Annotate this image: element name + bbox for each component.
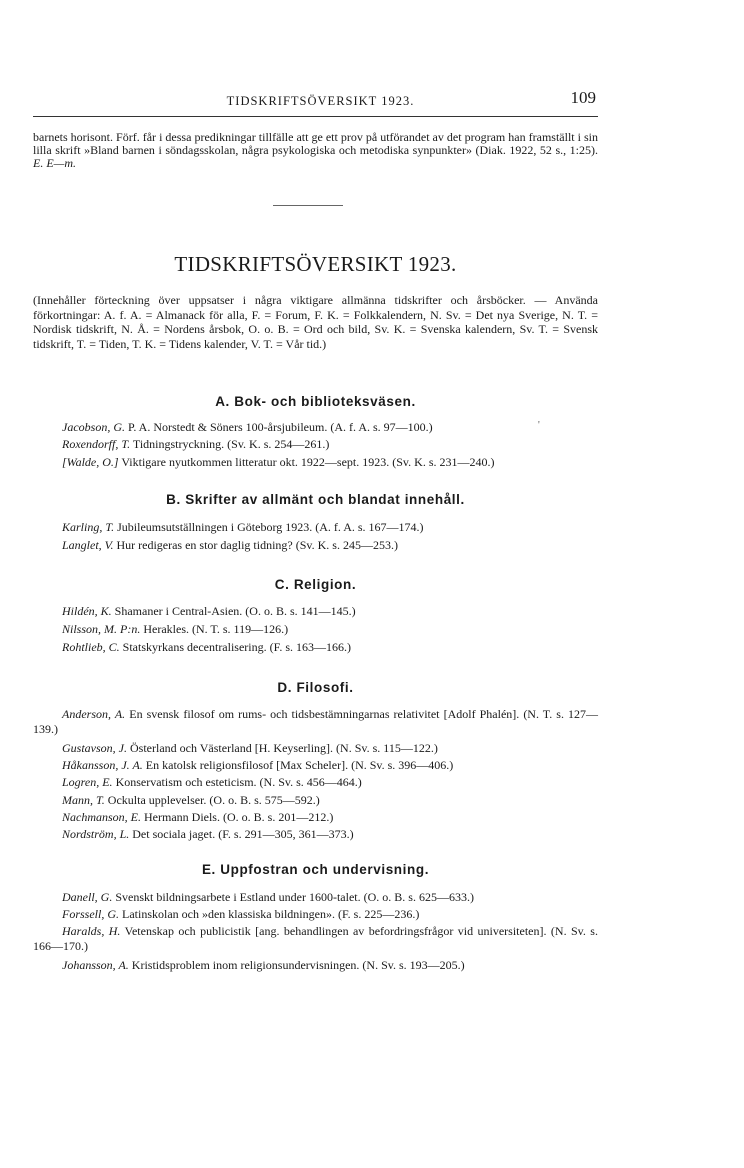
running-head: TIDSKRIFTSÖVERSIKT 1923.: [226, 94, 415, 108]
separator-rule: [273, 205, 343, 206]
list-item: [33, 520, 598, 535]
list-item: [33, 793, 598, 808]
page-number: 109: [570, 88, 596, 107]
abbreviations-paragraph: (Innehåller förteckning över uppsatser i några viktigare allmänna tidskrifter och årsböcker. — Använda förkortningar: A. f. A. = Almanack för alla, F. = Forum, F. K. = Folkkalendern, N. Sv. = Det nya Sverige, N. T. = Nordisk tidskrift, N. Å. = Nordens årsbok, O. o. B. = Ord och bild, Sv. K. = Svenska kalendern, Sv. T. = Svensk tidskrift, T. = Tiden, T. K. = Tidens kalender, V. T. = Vår tid.): [33, 293, 598, 351]
entry-text: Österland och Västerland [H. Keyserling]. (N. Sv. s. 115—122.): [130, 741, 438, 755]
entry-author: Karling, T.: [62, 520, 115, 534]
entry-text: Tidningstryckning. (Sv. K. s. 254—261.): [132, 437, 330, 451]
intro-signature: E. E—m.: [33, 156, 76, 170]
entry-author: Danell, G.: [62, 890, 113, 904]
section-heading-b: B. Skrifter av allmänt och blandat innehåll.: [166, 492, 465, 507]
list-item: [33, 707, 598, 736]
header-rule: [33, 116, 598, 117]
entry-text: Statskyrkans decentralisering. (F. s. 163—166.): [122, 640, 352, 654]
entry-author: Mann, T.: [62, 793, 105, 807]
entry-text: Kristidsproblem inom religionsundervisningen. (N. Sv. s. 193—205.): [131, 958, 465, 972]
list-item: [33, 924, 598, 953]
section-heading-a: A. Bok- och biblioteksväsen.: [215, 394, 416, 409]
list-item: [33, 538, 598, 553]
main-title: TIDSKRIFTSÖVERSIKT 1923.: [174, 252, 457, 276]
entry-author: Anderson, A.: [62, 707, 126, 721]
entry-author: Nachmanson, E.: [62, 810, 141, 824]
entry-text: Herakles. (N. T. s. 119—126.): [143, 622, 289, 636]
entry-author: Gustavson, J.: [62, 741, 127, 755]
list-item: [33, 604, 598, 619]
entry-text: P. A. Norstedt & Söners 100-årsjubileum. (A. f. A. s. 97—100.): [128, 420, 433, 434]
entry-text: Hur redigeras en stor daglig tidning? (Sv. K. s. 245—253.): [116, 538, 398, 552]
entry-author: Håkansson, J. A.: [62, 758, 143, 772]
entry-author: Nordström, L.: [62, 827, 130, 841]
section-heading-c: C. Religion.: [274, 577, 357, 592]
entry-text: Det sociala jaget. (F. s. 291—305, 361—373.): [132, 827, 354, 841]
list-item: [33, 455, 598, 470]
intro-text: barnets horisont. Förf. får i dessa predikningar tillfälle att ge ett prov på utförandet av det program han framställt i sin lilla skrift »Bland barnen i söndagsskolan, några psykologiska och metodiska synpunkter» (Diak. 1922, 52 s., 1:25).: [33, 130, 598, 157]
entry-text: Latinskolan och »den klassiska bildningen». (F. s. 225—236.): [122, 907, 420, 921]
list-item: [33, 958, 598, 973]
entry-text: Vetenskap och publicistik [ang. behandlingen av befordringsfrågor vid universiteten]. (N. Sv. s. 166—170.): [33, 924, 598, 953]
entry-text: Jubileumsutställningen i Göteborg 1923. (A. f. A. s. 167—174.): [117, 520, 424, 534]
entry-author: Logren, E.: [62, 775, 113, 789]
entry-author: Hildén, K.: [62, 604, 112, 618]
entry-text: Svenskt bildningsarbete i Estland under 1600-talet. (O. o. B. s. 625—633.): [115, 890, 474, 904]
list-item: [33, 890, 598, 905]
list-item: [33, 827, 598, 842]
entry-author: Forssell, G.: [62, 907, 119, 921]
entry-author: Johansson, A.: [62, 958, 129, 972]
entry-author: Nilsson, M. P:n.: [62, 622, 141, 636]
entry-text: Viktigare nyutkommen litteratur okt. 1922—sept. 1923. (Sv. K. s. 231—240.): [121, 455, 495, 469]
intro-paragraph: [33, 131, 598, 170]
list-item: [33, 907, 598, 922]
margin-mark: ': [538, 420, 540, 431]
entry-text: Konservatism och esteticism. (N. Sv. s. 456—464.): [115, 775, 362, 789]
entry-author: Jacobson, G.: [62, 420, 125, 434]
entry-text: Ockulta upplevelser. (O. o. B. s. 575—592.): [107, 793, 320, 807]
section-heading-d: D. Filosofi.: [277, 680, 354, 695]
list-item: [33, 622, 598, 637]
entry-text: Shamaner i Central-Asien. (O. o. B. s. 141—145.): [114, 604, 356, 618]
list-item: [33, 640, 598, 655]
entry-text: En katolsk religionsfilosof [Max Scheler]. (N. Sv. s. 396—406.): [145, 758, 454, 772]
list-item: [33, 437, 598, 452]
entry-text: En svensk filosof om rums- och tidsbestämningarnas relativitet [Adolf Phalén]. (N. T. s. 127—139.): [33, 707, 599, 736]
list-item: [33, 810, 598, 825]
list-item: [33, 420, 598, 435]
list-item: [33, 741, 598, 756]
entry-author: Langlet, V.: [62, 538, 114, 552]
list-item: [33, 758, 598, 773]
entry-text: Hermann Diels. (O. o. B. s. 201—212.): [144, 810, 334, 824]
entry-author: Roxendorff, T.: [62, 437, 131, 451]
entry-author: Rohtlieb, C.: [62, 640, 120, 654]
section-heading-e: E. Uppfostran och undervisning.: [201, 862, 430, 877]
entry-author: [Walde, O.]: [62, 455, 119, 469]
entry-author: Haralds, H.: [62, 924, 121, 938]
list-item: [33, 775, 598, 790]
